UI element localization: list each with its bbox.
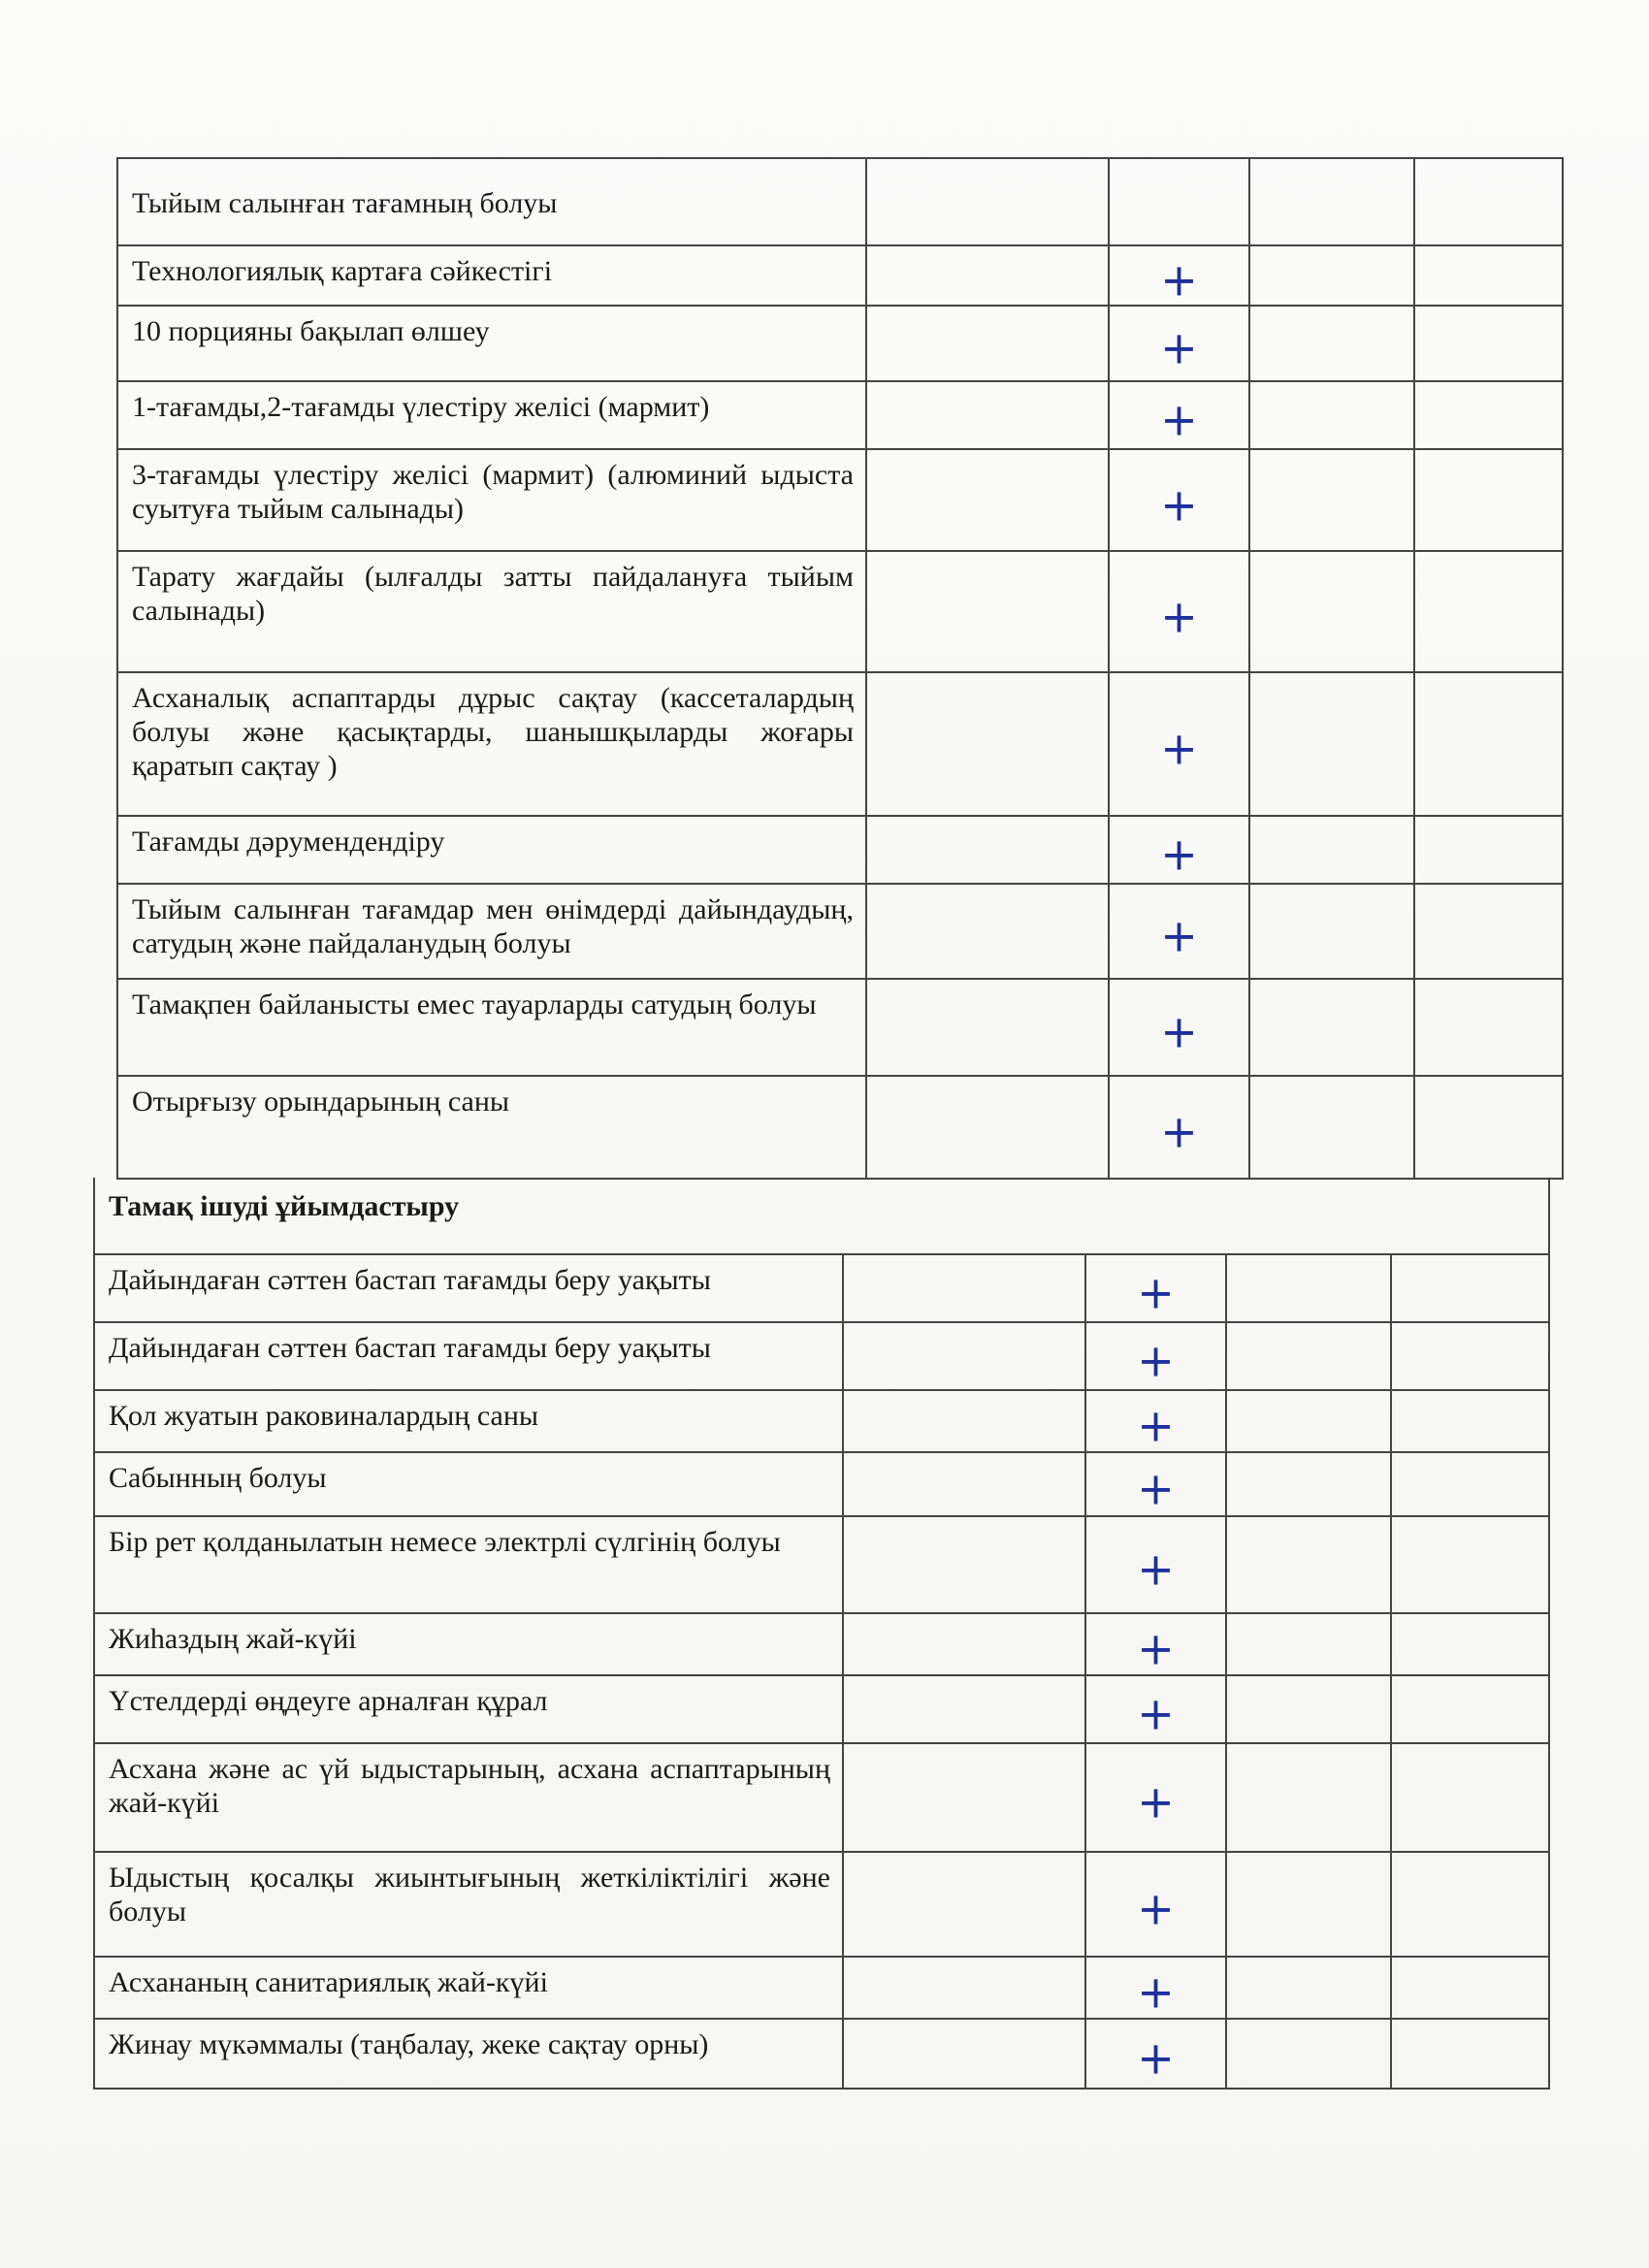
criterion-label: Жиһаздың жай-күйі	[95, 1614, 844, 1676]
empty-cell	[1250, 552, 1415, 673]
empty-cell	[1227, 1255, 1392, 1323]
criterion-label: Дайындаған сәттен бастап тағамды беру уақыты	[95, 1323, 844, 1391]
section-title: Тамақ ішуді ұйымдастыру	[95, 1178, 1550, 1255]
table-row	[95, 1676, 1550, 1744]
empty-cell	[1227, 1853, 1392, 1958]
table-row	[95, 1323, 1550, 1391]
criterion-label: Тарату жағдайы (ылғалды затты пайдалануға тыйым салынады)	[118, 552, 867, 673]
empty-cell	[1227, 1391, 1392, 1453]
empty-cell	[1415, 980, 1564, 1077]
plus-mark: +	[1160, 909, 1198, 962]
plus-mark: +	[1160, 590, 1198, 643]
empty-cell	[1392, 1391, 1550, 1453]
mark-cell	[1086, 1323, 1227, 1391]
plus-mark: +	[1137, 1622, 1175, 1675]
plus-mark: +	[1137, 1399, 1175, 1452]
empty-cell	[844, 1676, 1086, 1744]
table-row	[118, 673, 1564, 817]
mark-cell	[1110, 246, 1250, 307]
empty-cell	[1415, 159, 1564, 246]
empty-cell	[867, 382, 1110, 450]
empty-cell	[844, 1744, 1086, 1853]
table-row	[95, 2020, 1550, 2090]
criterion-label: 10 порцияны бақылап өлшеу	[118, 307, 867, 382]
mark-cell	[1110, 1077, 1250, 1180]
table-row	[118, 307, 1564, 382]
mark-cell	[1110, 552, 1250, 673]
plus-mark: +	[1160, 321, 1198, 374]
table-row	[95, 1744, 1550, 1853]
plus-mark: +	[1137, 1266, 1175, 1319]
empty-cell	[867, 307, 1110, 382]
section-header-row	[95, 1178, 1550, 1255]
empty-cell	[1227, 1614, 1392, 1676]
empty-cell	[844, 1453, 1086, 1517]
plus-mark: +	[1160, 478, 1198, 532]
criterion-label: Асханалық аспаптарды дұрыс сақтау (кассеталардың болуы және қасықтарды, шанышқыларды жоғары қаратып сақтау )	[118, 673, 867, 817]
criterion-label: 3-тағамды үлестіру желісі (мармит) (алюминий ыдыста суытуға тыйым салынады)	[118, 450, 867, 552]
table-row	[118, 885, 1564, 980]
criterion-label: Ыдыстың қосалқы жиынтығының жеткіліктілігі және болуы	[95, 1853, 844, 1958]
empty-cell	[867, 552, 1110, 673]
mark-cell	[1110, 307, 1250, 382]
empty-cell	[1392, 1517, 1550, 1614]
plus-mark: +	[1160, 393, 1198, 446]
table-row	[118, 1077, 1564, 1180]
table-row	[95, 1517, 1550, 1614]
table-row	[118, 552, 1564, 673]
criterion-label: Асхана және ас үй ыдыстарының, асхана аспаптарының жай-күйі	[95, 1744, 844, 1853]
empty-cell	[1415, 450, 1564, 552]
plus-mark: +	[1160, 827, 1198, 881]
empty-cell	[1415, 885, 1564, 980]
empty-cell	[1227, 1453, 1392, 1517]
mark-cell	[1110, 673, 1250, 817]
plus-mark: +	[1137, 1965, 1175, 2019]
mark-cell	[1086, 2020, 1227, 2090]
empty-cell	[1250, 246, 1415, 307]
criterion-label: Отырғызу орындарының саны	[118, 1077, 867, 1180]
mark-cell	[1110, 885, 1250, 980]
table-row	[95, 1453, 1550, 1517]
plus-mark: +	[1137, 1687, 1175, 1740]
empty-cell	[867, 246, 1110, 307]
empty-cell	[844, 1323, 1086, 1391]
table-row	[118, 450, 1564, 552]
empty-cell	[867, 817, 1110, 885]
empty-cell	[1227, 1517, 1392, 1614]
plus-mark: +	[1160, 1005, 1198, 1058]
criterion-label: Сабынның болуы	[95, 1453, 844, 1517]
plus-mark: +	[1137, 1542, 1175, 1596]
empty-cell	[1392, 1853, 1550, 1958]
empty-cell	[844, 1391, 1086, 1453]
table-row	[95, 1958, 1550, 2020]
mark-cell	[1086, 1676, 1227, 1744]
table-row	[95, 1391, 1550, 1453]
empty-cell	[1250, 382, 1415, 450]
empty-cell	[867, 159, 1110, 246]
empty-cell	[867, 1077, 1110, 1180]
plus-mark: +	[1160, 1105, 1198, 1158]
table-row	[118, 382, 1564, 450]
empty-cell	[1227, 1958, 1392, 2020]
plus-mark: +	[1160, 253, 1198, 307]
empty-cell	[867, 673, 1110, 817]
empty-cell	[1392, 1676, 1550, 1744]
empty-cell	[1250, 673, 1415, 817]
empty-cell	[867, 450, 1110, 552]
table-row	[95, 1853, 1550, 1958]
empty-cell	[844, 2020, 1086, 2090]
empty-cell	[1227, 2020, 1392, 2090]
empty-cell	[1392, 1614, 1550, 1676]
criterion-label: Тағамды дәрумендендіру	[118, 817, 867, 885]
criterion-label: Бір рет қолданылатын немесе электрлі сүлгінің болуы	[95, 1517, 844, 1614]
plus-mark: +	[1137, 1775, 1175, 1829]
plus-mark: +	[1137, 1462, 1175, 1515]
mark-cell	[1086, 1255, 1227, 1323]
empty-cell	[1392, 1453, 1550, 1517]
mark-cell	[1086, 1517, 1227, 1614]
empty-cell	[844, 1614, 1086, 1676]
empty-cell	[867, 885, 1110, 980]
empty-cell	[1415, 1077, 1564, 1180]
criterion-label: 1-тағамды,2-тағамды үлестіру желісі (мармит)	[118, 382, 867, 450]
empty-cell	[844, 1853, 1086, 1958]
mark-cell	[1110, 980, 1250, 1077]
table-row	[95, 1614, 1550, 1676]
plus-mark: +	[1137, 1882, 1175, 1935]
empty-cell	[1415, 817, 1564, 885]
empty-cell	[1392, 2020, 1550, 2090]
criterion-label: Технологиялық картаға сәйкестігі	[118, 246, 867, 307]
inspection-table-lower	[93, 1178, 1550, 2090]
criterion-label: Тамақпен байланысты емес тауарларды сатудың болуы	[118, 980, 867, 1077]
criterion-label: Дайындаған сәттен бастап тағамды беру уақыты	[95, 1255, 844, 1323]
mark-cell	[1110, 450, 1250, 552]
mark-cell	[1086, 1744, 1227, 1853]
empty-cell	[1227, 1744, 1392, 1853]
empty-cell	[844, 1958, 1086, 2020]
criterion-label: Тыйым салынған тағамдар мен өнімдерді дайындаудың, сатудың және пайдаланудың болуы	[118, 885, 867, 980]
criterion-label: Тыйым салынған тағамның болуы	[118, 159, 867, 246]
empty-cell	[1250, 980, 1415, 1077]
criterion-label: Жинау мүкәммалы (таңбалау, жеке сақтау орны)	[95, 2020, 844, 2090]
table-row	[118, 159, 1564, 246]
plus-mark: +	[1160, 722, 1198, 775]
empty-cell	[1415, 552, 1564, 673]
empty-cell	[1227, 1676, 1392, 1744]
mark-cell	[1086, 1391, 1227, 1453]
empty-cell	[1392, 1744, 1550, 1853]
empty-cell	[844, 1255, 1086, 1323]
empty-cell	[1415, 382, 1564, 450]
empty-cell	[1250, 817, 1415, 885]
table-row	[118, 980, 1564, 1077]
plus-mark: +	[1137, 2031, 1175, 2085]
inspection-table-upper	[116, 157, 1564, 1180]
empty-cell	[1415, 246, 1564, 307]
criterion-label: Асхананың санитариялық жай-күйі	[95, 1958, 844, 2020]
empty-cell	[844, 1517, 1086, 1614]
mark-cell	[1086, 1853, 1227, 1958]
empty-cell	[1250, 159, 1415, 246]
empty-cell	[1392, 1323, 1550, 1391]
empty-cell	[867, 980, 1110, 1077]
plus-mark: +	[1137, 1334, 1175, 1387]
table-row	[118, 817, 1564, 885]
table-row	[118, 246, 1564, 307]
empty-cell	[1250, 450, 1415, 552]
empty-cell	[1250, 885, 1415, 980]
empty-cell	[1250, 307, 1415, 382]
empty-cell	[1392, 1958, 1550, 2020]
empty-cell	[1415, 673, 1564, 817]
criterion-label: Қол жуатын раковиналардың саны	[95, 1391, 844, 1453]
empty-cell	[1250, 1077, 1415, 1180]
empty-cell	[1415, 307, 1564, 382]
empty-cell	[1392, 1255, 1550, 1323]
table-row	[95, 1255, 1550, 1323]
mark-cell	[1086, 1958, 1227, 2020]
empty-cell	[1227, 1323, 1392, 1391]
criterion-label: Үстелдерді өңдеуге арналған құрал	[95, 1676, 844, 1744]
mark-cell	[1110, 159, 1250, 246]
mark-cell	[1086, 1614, 1227, 1676]
mark-cell	[1110, 382, 1250, 450]
mark-cell	[1086, 1453, 1227, 1517]
mark-cell	[1110, 817, 1250, 885]
